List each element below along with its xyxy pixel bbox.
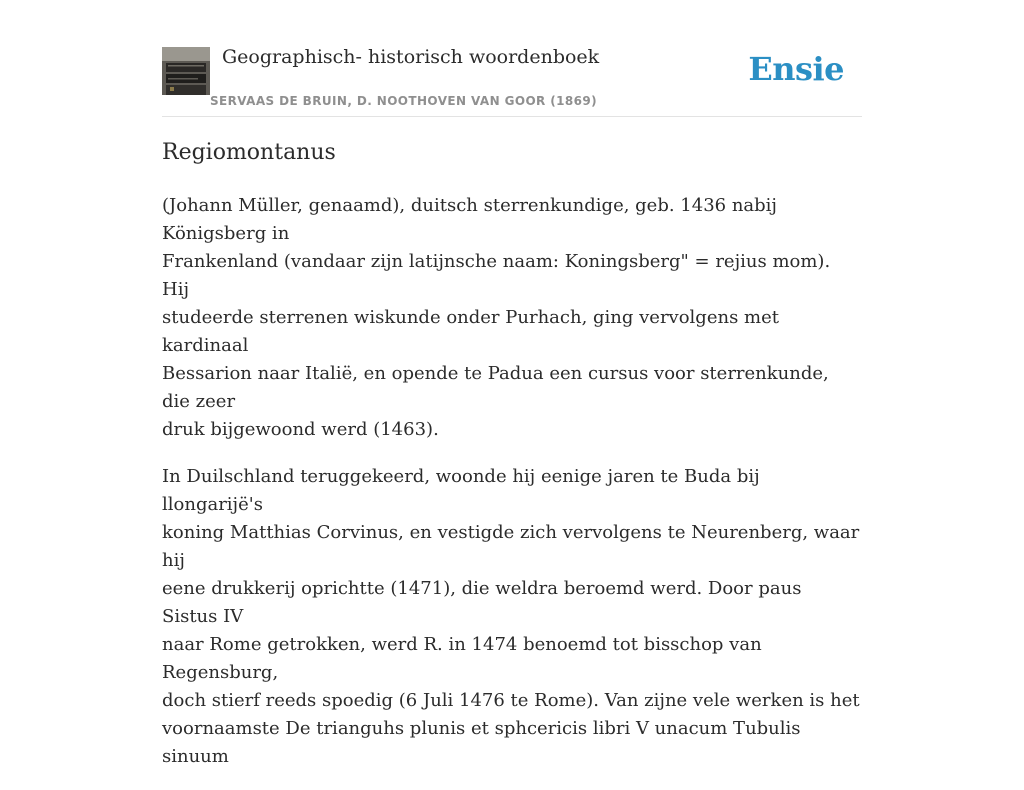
book-title[interactable]: Geographisch- historisch woordenboek (222, 46, 600, 68)
entry-body (162, 192, 862, 790)
text-line: naar Rome getrokken, werd R. in 1474 benoemd tot bisschop van Regensburg, (162, 634, 762, 683)
book-cover-icon[interactable] (162, 47, 210, 95)
text-line: druk bijgewoond werd (1463). (162, 419, 439, 440)
book-authors: SERVAAS DE BRUIN, D. NOOTHOVEN VAN GOOR (1869) (210, 94, 598, 108)
book-header (162, 0, 862, 117)
page-container (162, 0, 862, 767)
text-line: doch stierf reeds spoedig (6 Juli 1476 te Rome). Van zijne vele werken is het (162, 690, 860, 711)
entry-title: Regiomontanus (162, 140, 336, 165)
entry-paragraph (162, 463, 862, 771)
text-line: eene drukkerij oprichtte (1471), die weldra beroemd werd. Door paus Sistus IV (162, 578, 802, 627)
text-line: In Duilschland teruggekeerd, woonde hij eenige jaren te Buda bij llongarijë's (162, 466, 760, 515)
text-line: Bessarion naar Italië, en opende te Padua een cursus voor sterrenkunde, die zeer (162, 363, 829, 412)
text-line: Frankenland (vandaar zijn latijnsche naam: Koningsberg" = rejius mom). Hij (162, 251, 831, 300)
text-line: (Johann Müller, genaamd), duitsch sterrenkundige, geb. 1436 nabij Königsberg in (162, 195, 778, 244)
ensie-logo[interactable]: Ensie (748, 50, 844, 88)
text-line: voornaamste De trianguhs plunis et sphcericis libri V unacum Tubulis sinuum (162, 718, 801, 767)
text-line: studeerde sterrenen wiskunde onder Purhach, ging vervolgens met kardinaal (162, 307, 779, 356)
text-line: koning Matthias Corvinus, en vestigde zich vervolgens te Neurenberg, waar hij (162, 522, 860, 571)
entry-paragraph (162, 192, 862, 444)
